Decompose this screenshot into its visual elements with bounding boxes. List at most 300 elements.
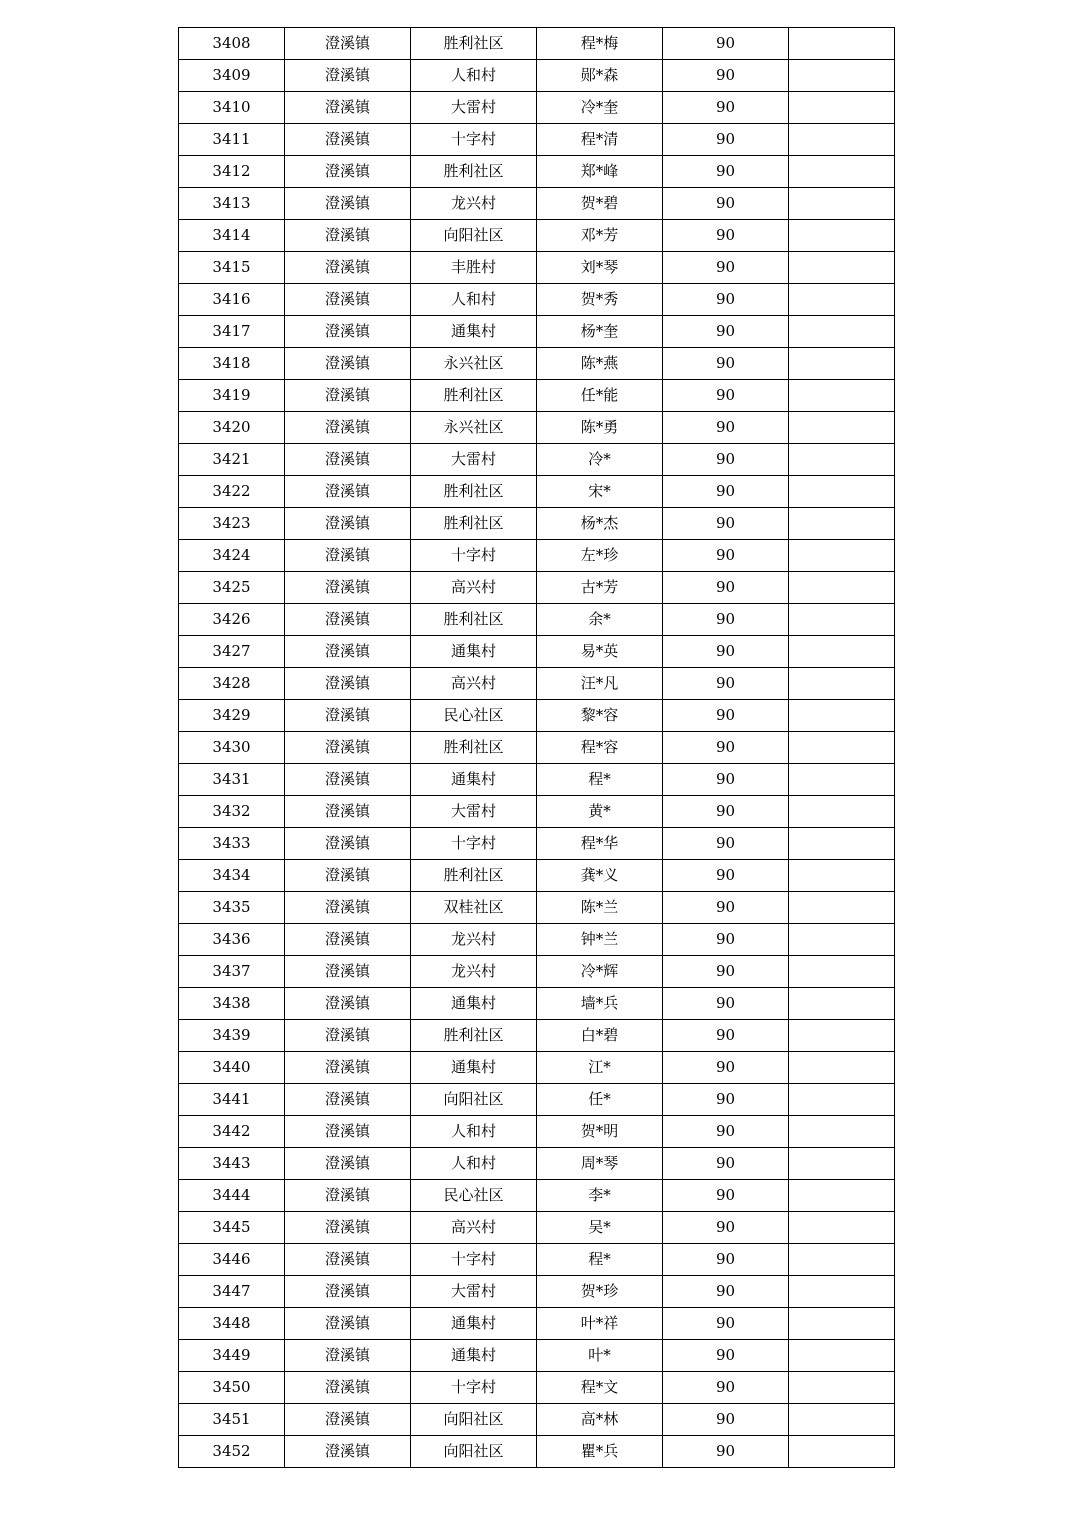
table-row [179,92,895,124]
cell-name: 黎*容 [537,700,663,732]
cell-village: 胜利社区 [411,1020,537,1052]
cell-sequence-number: 3430 [179,732,285,764]
cell-village: 民心社区 [411,700,537,732]
table-row [179,700,895,732]
cell-amount: 90 [663,796,789,828]
cell-village: 向阳社区 [411,1084,537,1116]
cell-note [789,956,895,988]
cell-village: 龙兴村 [411,956,537,988]
cell-amount: 90 [663,732,789,764]
cell-village: 人和村 [411,1148,537,1180]
cell-amount: 90 [663,924,789,956]
cell-note [789,1308,895,1340]
cell-village: 向阳社区 [411,220,537,252]
cell-note [789,1180,895,1212]
cell-amount: 90 [663,1212,789,1244]
cell-sequence-number: 3425 [179,572,285,604]
cell-note [789,604,895,636]
table-row [179,1372,895,1404]
cell-village: 人和村 [411,1116,537,1148]
cell-village: 人和村 [411,60,537,92]
cell-amount: 90 [663,668,789,700]
cell-town: 澄溪镇 [285,508,411,540]
cell-town: 澄溪镇 [285,1436,411,1468]
cell-village: 向阳社区 [411,1436,537,1468]
cell-note [789,1052,895,1084]
cell-village: 龙兴村 [411,188,537,220]
cell-town: 澄溪镇 [285,1116,411,1148]
cell-name: 钟*兰 [537,924,663,956]
cell-amount: 90 [663,636,789,668]
cell-name: 瞿*兵 [537,1436,663,1468]
cell-amount: 90 [663,1020,789,1052]
table-row [179,220,895,252]
cell-sequence-number: 3435 [179,892,285,924]
table-row [179,188,895,220]
table-row [179,1308,895,1340]
cell-village: 龙兴村 [411,924,537,956]
cell-amount: 90 [663,860,789,892]
table-row [179,284,895,316]
cell-amount: 90 [663,540,789,572]
cell-amount: 90 [663,508,789,540]
table-row [179,444,895,476]
table-row [179,732,895,764]
cell-village: 十字村 [411,124,537,156]
cell-note [789,732,895,764]
table-row [179,540,895,572]
table-row [179,796,895,828]
cell-sequence-number: 3444 [179,1180,285,1212]
cell-note [789,700,895,732]
cell-note [789,1340,895,1372]
cell-sequence-number: 3414 [179,220,285,252]
table-row [179,348,895,380]
table-row [179,860,895,892]
cell-amount: 90 [663,1276,789,1308]
cell-note [789,252,895,284]
cell-name: 周*琴 [537,1148,663,1180]
cell-amount: 90 [663,412,789,444]
cell-town: 澄溪镇 [285,604,411,636]
cell-name: 江* [537,1052,663,1084]
cell-village: 胜利社区 [411,508,537,540]
cell-village: 通集村 [411,1340,537,1372]
cell-name: 程* [537,764,663,796]
cell-name: 程*梅 [537,28,663,60]
cell-name: 叶*祥 [537,1308,663,1340]
table-row [179,252,895,284]
table-row [179,892,895,924]
cell-name: 郑*峰 [537,156,663,188]
cell-village: 通集村 [411,764,537,796]
cell-town: 澄溪镇 [285,124,411,156]
table-row [179,1020,895,1052]
cell-sequence-number: 3409 [179,60,285,92]
cell-town: 澄溪镇 [285,284,411,316]
cell-sequence-number: 3439 [179,1020,285,1052]
cell-town: 澄溪镇 [285,60,411,92]
cell-sequence-number: 3447 [179,1276,285,1308]
cell-town: 澄溪镇 [285,348,411,380]
cell-town: 澄溪镇 [285,252,411,284]
cell-sequence-number: 3432 [179,796,285,828]
cell-amount: 90 [663,1148,789,1180]
cell-name: 余* [537,604,663,636]
cell-amount: 90 [663,828,789,860]
cell-amount: 90 [663,700,789,732]
cell-town: 澄溪镇 [285,476,411,508]
table-row [179,572,895,604]
cell-village: 十字村 [411,540,537,572]
cell-town: 澄溪镇 [285,1212,411,1244]
cell-village: 胜利社区 [411,860,537,892]
cell-village: 胜利社区 [411,28,537,60]
cell-town: 澄溪镇 [285,796,411,828]
cell-amount: 90 [663,1372,789,1404]
table-row [179,476,895,508]
cell-sequence-number: 3418 [179,348,285,380]
table-row [179,956,895,988]
cell-note [789,1148,895,1180]
cell-note [789,412,895,444]
cell-note [789,444,895,476]
cell-town: 澄溪镇 [285,1244,411,1276]
cell-note [789,892,895,924]
cell-name: 程*华 [537,828,663,860]
cell-name: 黄* [537,796,663,828]
cell-name: 邓*芳 [537,220,663,252]
cell-note [789,636,895,668]
cell-village: 通集村 [411,988,537,1020]
table-row [179,988,895,1020]
cell-sequence-number: 3428 [179,668,285,700]
cell-amount: 90 [663,1180,789,1212]
cell-village: 十字村 [411,828,537,860]
cell-sequence-number: 3408 [179,28,285,60]
cell-town: 澄溪镇 [285,156,411,188]
cell-sequence-number: 3424 [179,540,285,572]
table-row [179,156,895,188]
cell-name: 贺*秀 [537,284,663,316]
cell-village: 通集村 [411,1052,537,1084]
cell-note [789,1244,895,1276]
cell-note [789,1404,895,1436]
cell-town: 澄溪镇 [285,956,411,988]
roster-body [179,28,895,1468]
cell-amount: 90 [663,1404,789,1436]
cell-town: 澄溪镇 [285,1372,411,1404]
cell-name: 程* [537,1244,663,1276]
cell-amount: 90 [663,476,789,508]
cell-note [789,156,895,188]
table-row [179,1404,895,1436]
cell-name: 龚*义 [537,860,663,892]
cell-note [789,796,895,828]
cell-amount: 90 [663,284,789,316]
cell-town: 澄溪镇 [285,316,411,348]
table-row [179,124,895,156]
cell-town: 澄溪镇 [285,92,411,124]
cell-note [789,572,895,604]
cell-town: 澄溪镇 [285,668,411,700]
cell-name: 程*文 [537,1372,663,1404]
cell-amount: 90 [663,604,789,636]
cell-village: 高兴村 [411,1212,537,1244]
cell-sequence-number: 3415 [179,252,285,284]
cell-village: 通集村 [411,316,537,348]
cell-amount: 90 [663,60,789,92]
cell-name: 贺*珍 [537,1276,663,1308]
cell-name: 陈*兰 [537,892,663,924]
cell-town: 澄溪镇 [285,892,411,924]
cell-amount: 90 [663,1244,789,1276]
table-row [179,764,895,796]
cell-amount: 90 [663,1084,789,1116]
cell-town: 澄溪镇 [285,1308,411,1340]
table-row [179,316,895,348]
cell-note [789,380,895,412]
cell-town: 澄溪镇 [285,1052,411,1084]
cell-name: 叶* [537,1340,663,1372]
cell-note [789,1020,895,1052]
cell-name: 杨*杰 [537,508,663,540]
cell-amount: 90 [663,444,789,476]
cell-town: 澄溪镇 [285,220,411,252]
table-row [179,508,895,540]
cell-sequence-number: 3411 [179,124,285,156]
cell-name: 高*林 [537,1404,663,1436]
cell-town: 澄溪镇 [285,860,411,892]
cell-name: 左*珍 [537,540,663,572]
table-row [179,28,895,60]
cell-note [789,220,895,252]
cell-town: 澄溪镇 [285,636,411,668]
cell-town: 澄溪镇 [285,1340,411,1372]
cell-sequence-number: 3451 [179,1404,285,1436]
cell-amount: 90 [663,572,789,604]
cell-name: 任* [537,1084,663,1116]
cell-town: 澄溪镇 [285,924,411,956]
cell-note [789,28,895,60]
cell-amount: 90 [663,1308,789,1340]
cell-note [789,828,895,860]
table-row [179,380,895,412]
cell-amount: 90 [663,764,789,796]
cell-amount: 90 [663,220,789,252]
cell-sequence-number: 3410 [179,92,285,124]
cell-sequence-number: 3429 [179,700,285,732]
cell-amount: 90 [663,1436,789,1468]
cell-sequence-number: 3427 [179,636,285,668]
cell-sequence-number: 3434 [179,860,285,892]
cell-note [789,284,895,316]
cell-name: 冷*辉 [537,956,663,988]
cell-note [789,668,895,700]
cell-name: 白*碧 [537,1020,663,1052]
cell-village: 民心社区 [411,1180,537,1212]
cell-town: 澄溪镇 [285,1404,411,1436]
cell-name: 杨*奎 [537,316,663,348]
cell-sequence-number: 3431 [179,764,285,796]
cell-village: 通集村 [411,1308,537,1340]
cell-amount: 90 [663,892,789,924]
cell-sequence-number: 3448 [179,1308,285,1340]
cell-note [789,92,895,124]
cell-note [789,60,895,92]
cell-name: 冷*奎 [537,92,663,124]
cell-sequence-number: 3452 [179,1436,285,1468]
cell-town: 澄溪镇 [285,828,411,860]
cell-town: 澄溪镇 [285,540,411,572]
cell-village: 胜利社区 [411,732,537,764]
cell-sequence-number: 3442 [179,1116,285,1148]
table-row [179,1212,895,1244]
cell-note [789,1212,895,1244]
cell-amount: 90 [663,1116,789,1148]
cell-amount: 90 [663,380,789,412]
table-row [179,668,895,700]
table-row [179,1244,895,1276]
cell-village: 十字村 [411,1372,537,1404]
cell-name: 任*能 [537,380,663,412]
cell-village: 大雷村 [411,92,537,124]
table-row [179,1052,895,1084]
cell-sequence-number: 3449 [179,1340,285,1372]
cell-amount: 90 [663,188,789,220]
cell-amount: 90 [663,1052,789,1084]
cell-sequence-number: 3420 [179,412,285,444]
cell-sequence-number: 3433 [179,828,285,860]
cell-town: 澄溪镇 [285,444,411,476]
cell-name: 李* [537,1180,663,1212]
cell-town: 澄溪镇 [285,380,411,412]
cell-town: 澄溪镇 [285,764,411,796]
table-row [179,636,895,668]
cell-amount: 90 [663,348,789,380]
cell-note [789,860,895,892]
cell-sequence-number: 3437 [179,956,285,988]
cell-sequence-number: 3450 [179,1372,285,1404]
table-row [179,1436,895,1468]
cell-sequence-number: 3413 [179,188,285,220]
cell-village: 永兴社区 [411,348,537,380]
cell-name: 吴* [537,1212,663,1244]
cell-note [789,540,895,572]
cell-note [789,1276,895,1308]
cell-town: 澄溪镇 [285,412,411,444]
cell-amount: 90 [663,252,789,284]
cell-town: 澄溪镇 [285,28,411,60]
cell-note [789,1372,895,1404]
cell-village: 高兴村 [411,572,537,604]
cell-amount: 90 [663,988,789,1020]
cell-name: 冷* [537,444,663,476]
cell-amount: 90 [663,316,789,348]
cell-sequence-number: 3426 [179,604,285,636]
cell-name: 郧*森 [537,60,663,92]
table-row [179,60,895,92]
cell-village: 通集村 [411,636,537,668]
cell-note [789,316,895,348]
cell-town: 澄溪镇 [285,732,411,764]
cell-town: 澄溪镇 [285,988,411,1020]
cell-note [789,1084,895,1116]
cell-village: 大雷村 [411,444,537,476]
cell-amount: 90 [663,156,789,188]
cell-sequence-number: 3436 [179,924,285,956]
cell-note [789,124,895,156]
cell-town: 澄溪镇 [285,1084,411,1116]
subsidy-roster-table [178,27,895,1468]
cell-name: 易*英 [537,636,663,668]
cell-name: 刘*琴 [537,252,663,284]
cell-sequence-number: 3440 [179,1052,285,1084]
cell-note [789,988,895,1020]
table-row [179,1148,895,1180]
cell-town: 澄溪镇 [285,1148,411,1180]
cell-sequence-number: 3423 [179,508,285,540]
cell-name: 汪*凡 [537,668,663,700]
cell-name: 陈*勇 [537,412,663,444]
cell-name: 宋* [537,476,663,508]
cell-name: 古*芳 [537,572,663,604]
cell-village: 双桂社区 [411,892,537,924]
cell-name: 贺*碧 [537,188,663,220]
table-row [179,604,895,636]
cell-note [789,1436,895,1468]
cell-town: 澄溪镇 [285,1020,411,1052]
cell-note [789,764,895,796]
cell-town: 澄溪镇 [285,1276,411,1308]
cell-village: 永兴社区 [411,412,537,444]
cell-note [789,348,895,380]
cell-name: 墙*兵 [537,988,663,1020]
cell-sequence-number: 3422 [179,476,285,508]
cell-village: 大雷村 [411,1276,537,1308]
cell-village: 胜利社区 [411,476,537,508]
cell-village: 胜利社区 [411,604,537,636]
cell-sequence-number: 3417 [179,316,285,348]
cell-village: 胜利社区 [411,380,537,412]
cell-town: 澄溪镇 [285,572,411,604]
cell-name: 贺*明 [537,1116,663,1148]
cell-village: 胜利社区 [411,156,537,188]
cell-village: 向阳社区 [411,1404,537,1436]
cell-sequence-number: 3441 [179,1084,285,1116]
cell-town: 澄溪镇 [285,188,411,220]
cell-village: 十字村 [411,1244,537,1276]
table-row [179,924,895,956]
cell-sequence-number: 3438 [179,988,285,1020]
cell-village: 高兴村 [411,668,537,700]
cell-name: 程*清 [537,124,663,156]
table-row [179,1180,895,1212]
cell-sequence-number: 3421 [179,444,285,476]
cell-sequence-number: 3446 [179,1244,285,1276]
table-row [179,1084,895,1116]
cell-note [789,1116,895,1148]
cell-village: 大雷村 [411,796,537,828]
cell-village: 人和村 [411,284,537,316]
cell-note [789,508,895,540]
cell-note [789,476,895,508]
cell-amount: 90 [663,92,789,124]
cell-name: 陈*燕 [537,348,663,380]
cell-amount: 90 [663,124,789,156]
cell-sequence-number: 3412 [179,156,285,188]
cell-amount: 90 [663,956,789,988]
